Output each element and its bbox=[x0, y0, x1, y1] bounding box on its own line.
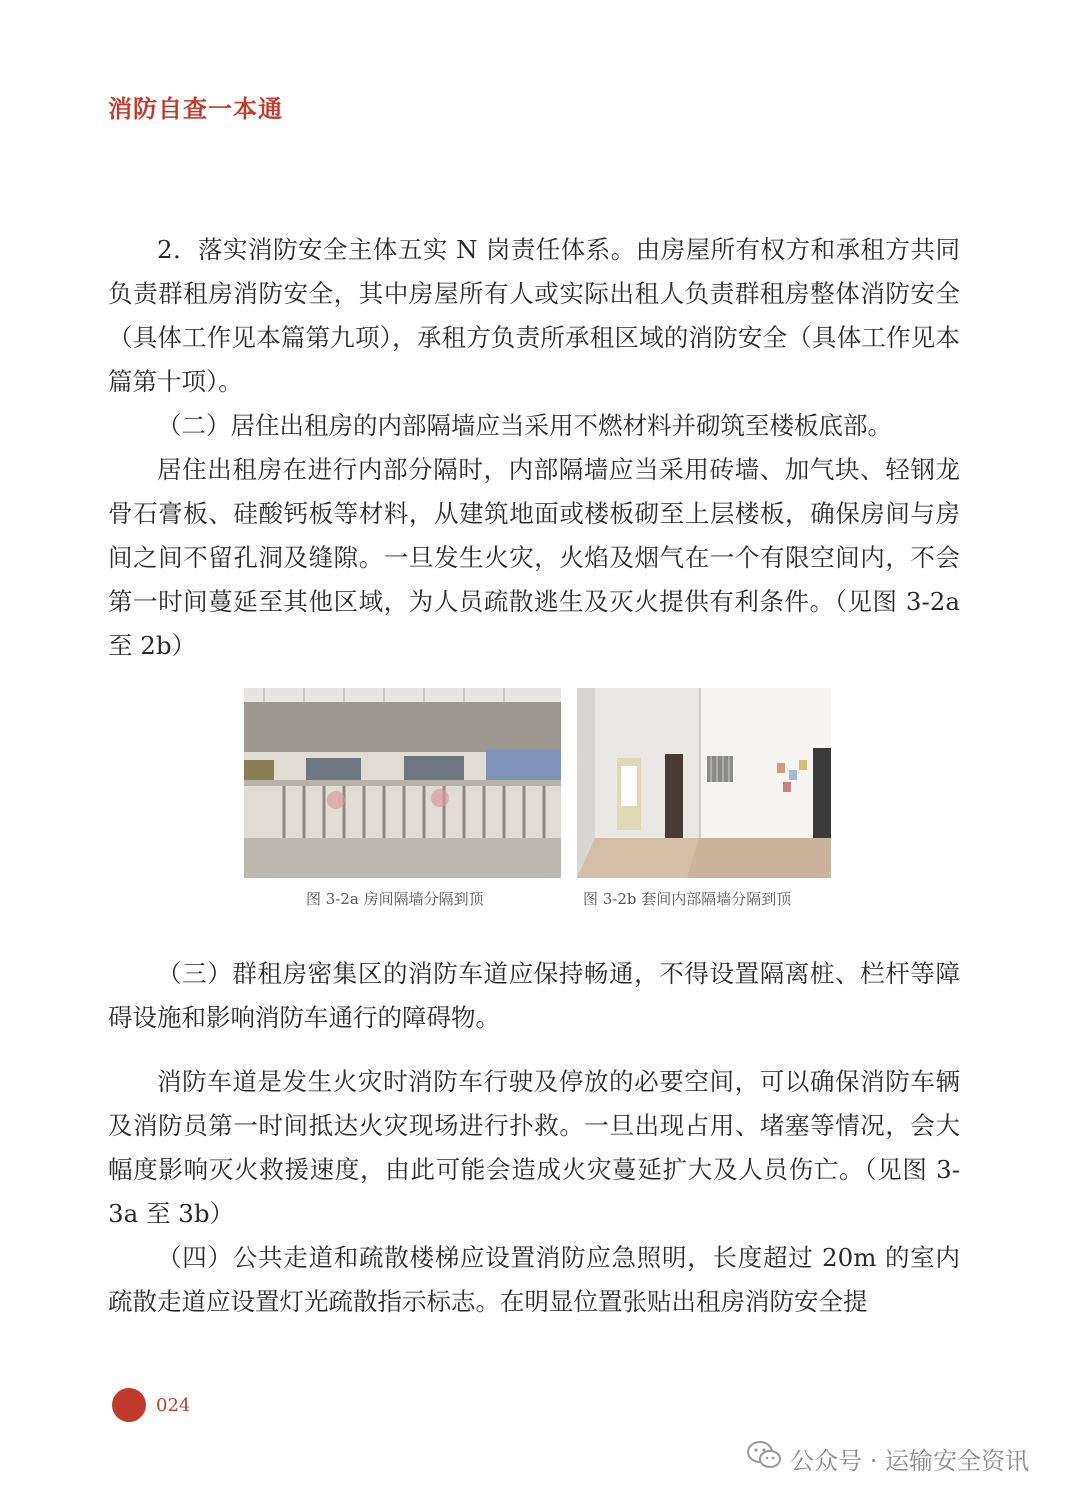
figure-caption: 图 3-2b 套间内部隔墙分隔到顶 bbox=[583, 890, 792, 908]
body-text-continued bbox=[108, 952, 960, 1324]
section-heading: （四）公共走道和疏散楼梯应设置消防应急照明，长度超过 20m 的室内疏散走道应设置灯光疏散指示标志。在明显位置张贴出租房消防安全提 bbox=[108, 1243, 960, 1316]
body-text bbox=[108, 228, 960, 668]
page-marker-icon bbox=[112, 1388, 146, 1422]
paragraph: 居住出租房在进行内部分隔时，内部隔墙应当采用砖墙、加气块、轻钢龙骨石膏板、硅酸钙板等材料，从建筑地面或楼板砌至上层楼板，确保房间与房间之间不留孔洞及缝隙。一旦发生火灾，火焰及烟气在一个有限空间内，不会第一时间蔓延至其他区域，为人员疏散逃生及灭火提供有利条件。（见图 3-2a 至 2b） bbox=[108, 455, 960, 660]
book-title: 消防自查一本通 bbox=[108, 94, 283, 123]
photo-illustration bbox=[577, 688, 831, 878]
page-footer bbox=[112, 1388, 190, 1422]
figure-3-2a bbox=[244, 688, 561, 909]
photo-suite-partition bbox=[577, 688, 831, 878]
section-heading: （二）居住出租房的内部隔墙应当采用不燃材料并砌筑至楼板底部。 bbox=[157, 411, 892, 440]
paragraph: 2．落实消防安全主体五实 N 岗责任体系。由房屋所有权方和承租方共同负责群租房消防安全，其中房屋所有人或实际出租人负责群租房整体消防安全（具体工作见本篇第九项），承租方负责所承租区域的消防安全（具体工作见本篇第十项）。 bbox=[108, 235, 960, 396]
running-header bbox=[108, 88, 283, 124]
section-heading: （三）群租房密集区的消防车道应保持畅通，不得设置隔离桩、栏杆等障碍设施和影响消防车通行的障碍物。 bbox=[108, 959, 960, 1032]
figure-group bbox=[244, 688, 834, 918]
photo-room-partition bbox=[244, 688, 561, 878]
watermark-text: 公众号 · 运输安全资讯 bbox=[790, 1446, 1029, 1475]
watermark bbox=[746, 1440, 1029, 1476]
figure-caption: 图 3-2a 房间隔墙分隔到顶 bbox=[306, 890, 484, 908]
page-number: 024 bbox=[156, 1394, 191, 1416]
photo-illustration bbox=[244, 688, 561, 878]
wechat-icon bbox=[746, 1440, 782, 1476]
paragraph: 消防车道是发生火灾时消防车行驶及停放的必要空间，可以确保消防车辆及消防员第一时间抵达火灾现场进行扑救。一旦出现占用、堵塞等情况，会大幅度影响灭火救援速度，由此可能会造成火灾蔓延扩大及人员伤亡。（见图 3-3a 至 3b） bbox=[108, 1067, 960, 1228]
figure-3-2b bbox=[577, 688, 831, 909]
